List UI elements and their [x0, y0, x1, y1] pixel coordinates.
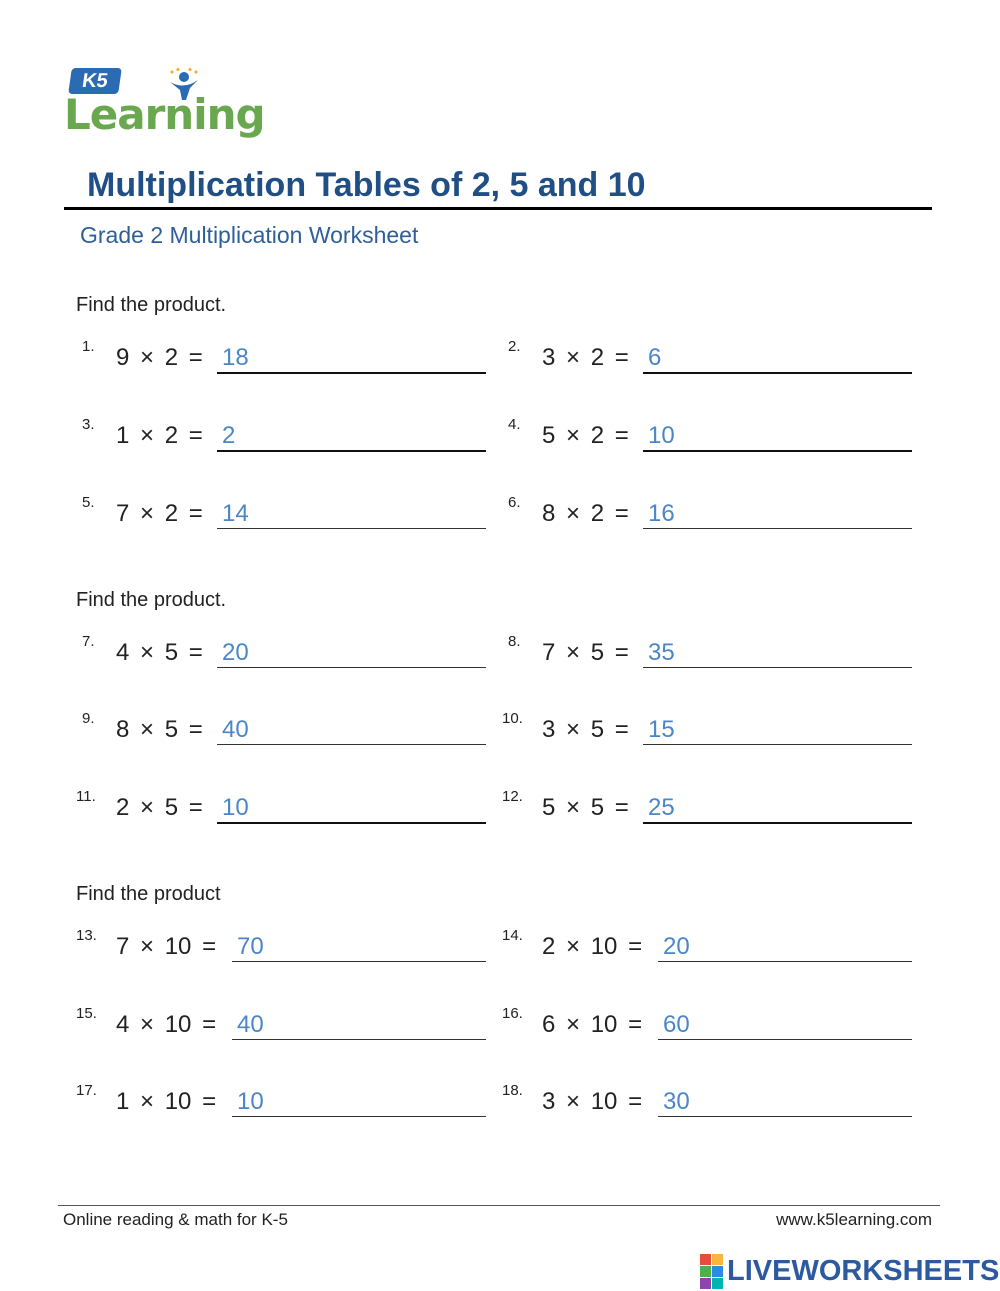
problem-16 [502, 1003, 912, 1043]
logo-wordmark: Learning [64, 90, 265, 139]
answer-field[interactable]: 2 [222, 422, 236, 449]
problem-expression: 1 × 2 = [116, 422, 203, 449]
problem-number: 14. [502, 927, 523, 944]
problem-number: 17. [76, 1082, 97, 1099]
problem-number: 2. [508, 338, 521, 355]
problem-9 [82, 708, 486, 748]
problem-number: 9. [82, 710, 95, 727]
problem-expression: 3 × 2 = [542, 344, 629, 371]
problem-number: 4. [508, 416, 521, 433]
problem-13 [76, 925, 486, 965]
answer-field[interactable]: 25 [648, 794, 675, 821]
problem-5 [82, 492, 486, 532]
answer-field[interactable]: 35 [648, 639, 675, 666]
problem-number: 1. [82, 338, 95, 355]
problem-expression: 6 × 10 = [542, 1011, 643, 1038]
problem-expression: 9 × 2 = [116, 344, 203, 371]
answer-field[interactable]: 60 [663, 1011, 690, 1038]
problem-expression: 5 × 5 = [542, 794, 629, 821]
problem-number: 11. [76, 788, 96, 805]
section-label-2: Find the product. [76, 589, 227, 611]
answer-line [643, 667, 912, 668]
problem-number: 6. [508, 494, 521, 511]
problem-14 [502, 925, 912, 965]
problem-expression: 2 × 5 = [116, 794, 203, 821]
answer-line [217, 822, 486, 824]
problem-7 [82, 631, 486, 671]
section-label-3: Find the product [76, 883, 221, 905]
problem-number: 5. [82, 494, 95, 511]
answer-field[interactable]: 18 [222, 344, 249, 371]
problem-number: 3. [82, 416, 95, 433]
section-label-1: Find the product. [76, 294, 227, 316]
problem-expression: 5 × 2 = [542, 422, 629, 449]
answer-field[interactable]: 30 [663, 1088, 690, 1115]
problem-expression: 3 × 10 = [542, 1088, 643, 1115]
problem-number: 15. [76, 1005, 97, 1022]
problem-number: 18. [502, 1082, 523, 1099]
answer-line [232, 1039, 486, 1040]
answer-field[interactable]: 10 [222, 794, 249, 821]
answer-field[interactable]: 40 [237, 1011, 264, 1038]
answer-line [217, 372, 486, 374]
title-divider [64, 207, 932, 210]
answer-line [643, 744, 912, 745]
k5-learning-logo [64, 62, 265, 142]
problem-number: 8. [508, 633, 521, 650]
answer-line [658, 961, 912, 962]
answer-field[interactable]: 6 [648, 344, 662, 371]
problem-expression: 3 × 5 = [542, 716, 629, 743]
logo-badge: K5 [68, 68, 122, 94]
answer-line [643, 822, 912, 824]
page-subtitle: Grade 2 Multiplication Worksheet [80, 222, 419, 248]
problem-8 [508, 631, 912, 671]
problem-2 [508, 336, 912, 376]
answer-field[interactable]: 20 [663, 933, 690, 960]
problem-expression: 4 × 5 = [116, 639, 203, 666]
answer-field[interactable]: 14 [222, 500, 249, 527]
problem-15 [76, 1003, 486, 1043]
answer-line [658, 1116, 912, 1117]
footer-url[interactable]: www.k5learning.com [776, 1210, 932, 1229]
problem-4 [508, 414, 912, 454]
problem-1 [82, 336, 486, 376]
problem-expression: 7 × 5 = [542, 639, 629, 666]
liveworksheets-blocks-icon [700, 1254, 723, 1289]
problem-18 [502, 1080, 912, 1120]
problem-12 [502, 786, 912, 826]
problem-6 [508, 492, 912, 532]
problem-17 [76, 1080, 486, 1120]
problem-11 [76, 786, 486, 826]
liveworksheets-logo [700, 1254, 999, 1289]
problem-expression: 7 × 2 = [116, 500, 203, 527]
problem-number: 7. [82, 633, 95, 650]
answer-line [217, 667, 486, 668]
answer-line [217, 744, 486, 745]
answer-field[interactable]: 16 [648, 500, 675, 527]
answer-line [217, 528, 486, 529]
answer-line [232, 961, 486, 962]
page-title: Multiplication Tables of 2, 5 and 10 [87, 166, 646, 204]
answer-line [658, 1039, 912, 1040]
liveworksheets-wordmark: LIVEWORKSHEETS [727, 1255, 1000, 1287]
problem-3 [82, 414, 486, 454]
problem-expression: 1 × 10 = [116, 1088, 217, 1115]
problem-number: 16. [502, 1005, 523, 1022]
answer-field[interactable]: 10 [237, 1088, 264, 1115]
answer-field[interactable]: 70 [237, 933, 264, 960]
answer-field[interactable]: 15 [648, 716, 675, 743]
problem-expression: 8 × 5 = [116, 716, 203, 743]
problem-number: 12. [502, 788, 523, 805]
answer-line [643, 372, 912, 374]
problem-expression: 2 × 10 = [542, 933, 643, 960]
answer-field[interactable]: 10 [648, 422, 675, 449]
footer-tagline: Online reading & math for K-5 [63, 1210, 288, 1229]
problem-expression: 4 × 10 = [116, 1011, 217, 1038]
answer-field[interactable]: 40 [222, 716, 249, 743]
problem-number: 13. [76, 927, 97, 944]
problem-expression: 7 × 10 = [116, 933, 217, 960]
answer-line [217, 450, 486, 452]
problem-expression: 8 × 2 = [542, 500, 629, 527]
answer-field[interactable]: 20 [222, 639, 249, 666]
answer-line [643, 528, 912, 529]
problem-10 [502, 708, 912, 748]
problem-number: 10. [502, 710, 523, 727]
footer-divider [58, 1205, 940, 1206]
answer-line [643, 450, 912, 452]
answer-line [232, 1116, 486, 1117]
